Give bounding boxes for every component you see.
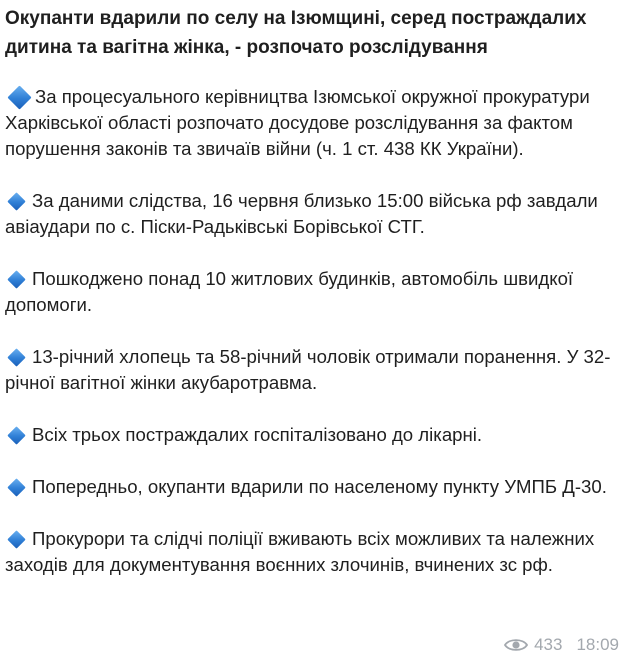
blue-diamond-icon [7,270,25,288]
paragraph-text: Пошкоджено понад 10 житлових будинків, автомобіль швидкої допомоги. [5,268,574,315]
message-time: 18:09 [576,635,619,654]
blue-diamond-icon [7,426,25,444]
message-paragraph [5,422,616,448]
message-paragraph [5,526,616,578]
message-meta [504,635,619,655]
message-paragraph [5,84,616,162]
blue-diamond-icon [7,348,25,366]
view-count: 433 [534,635,563,654]
blue-diamond-icon [7,530,25,548]
blue-diamond-icon [7,192,25,210]
message-title: Окупанти вдарили по селу на Ізюмщині, серед постраждалих дитина та вагітна жінка, - розпочато розслідування [5,8,587,58]
eye-icon [504,637,528,653]
message-paragraph [5,344,616,396]
paragraph-text: Всіх трьох постраждалих госпіталізовано до лікарні. [32,424,483,445]
paragraph-text: За даними слідства, 16 червня близько 15:00 війська рф завдали авіаудари по с. Піски-Радьківські Борівської СТГ. [5,190,598,237]
blue-diamond-icon [7,85,31,109]
message-paragraph [5,474,616,500]
message-paragraph [5,188,616,240]
paragraph-text: За процесуального керівництва Ізюмської окружної прокуратури Харківської області розпочато досудове розслідування за фактом порушення законів та звичаїв війни (ч. 1 ст. 438 КК України). [5,86,590,159]
paragraph-text: 13-річний хлопець та 58-річний чоловік отримали поранення. У 32-річної вагітної жінки акубаротравма. [5,346,611,393]
paragraph-text: Попередньо, окупанти вдарили по населеному пункту УМПБ Д-30. [32,476,607,497]
message-paragraph [5,266,616,318]
paragraph-text: Прокурори та слідчі поліції вживають всіх можливих та належних заходів для документування воєнних злочинів, вчинених зс рф. [5,528,595,575]
blue-diamond-icon [7,478,25,496]
